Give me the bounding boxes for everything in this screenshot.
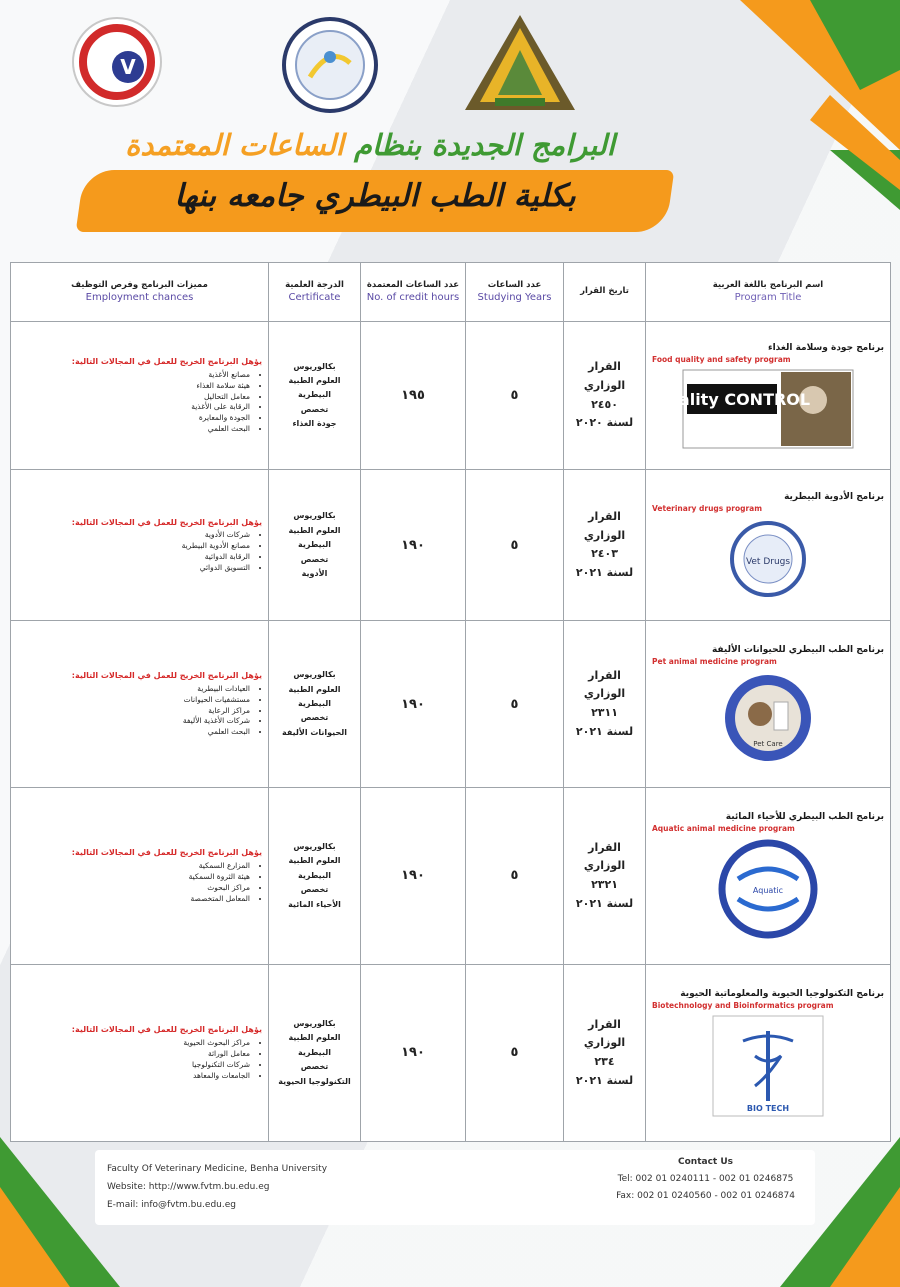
program-cell: برنامج جودة وسلامة الغذاء Food quality and safety program Quality CONTROL: [646, 322, 891, 470]
faculty-emblem-icon: [460, 10, 580, 115]
svg-text:V: V: [120, 55, 136, 79]
credits-cell: ١٩٥: [361, 322, 466, 470]
years-cell: ٥: [466, 964, 564, 1141]
certificate-cell: بكالوريوس العلوم الطبية البيطرية تخصص جودة الغذاء: [269, 322, 361, 470]
date-cell: القرار الوزاري ٢٤٠٣ لسنة ٢٠٢١: [564, 470, 646, 621]
jobs-cell: يؤهل البرنامج الخريج للعمل في المجالات التالية: • المزارع السمكية • هيئة الثروة السمكية • مراكز البحوث • المعامل المتخصصة: [11, 787, 269, 964]
header-logos: [60, 10, 620, 120]
table-row: [11, 470, 891, 621]
date-cell: القرار الوزاري ٢٣٢١ لسنة ٢٠٢١: [564, 787, 646, 964]
aquatic-animal-logo: [703, 839, 833, 939]
pet-animal-logo: [708, 672, 828, 764]
credits-cell: ١٩٠: [361, 787, 466, 964]
website-link[interactable]: Website: http://www.fvtm.bu.edu.eg: [107, 1182, 270, 1192]
header-date: تاريخ القرار: [564, 263, 646, 322]
years-cell: ٥: [466, 470, 564, 621]
vet-drugs-logo: [718, 519, 818, 599]
biotech-logo: [713, 1016, 823, 1116]
credits-cell: ١٩٠: [361, 470, 466, 621]
program-cell: برنامج الطب البيطري للحيوانات الأليفة Pet animal medicine program Pet Care: [646, 621, 891, 788]
jobs-cell: يؤهل البرنامج الخريج للعمل في المجالات التالية: • مراكز البحوث الحيوية • معامل الوراثة • شركات التكنولوجيا • الجامعات والمعاهد: [11, 964, 269, 1141]
program-cell: برنامج الأدوية البيطرية Veterinary drugs program Vet Drugs: [646, 470, 891, 621]
date-cell: القرار الوزاري ٢٤٥٠ لسنة ٢٠٢٠: [564, 322, 646, 470]
program-cell: برنامج التكنولوجيا الحيوية والمعلوماتية الحيوية Biotechnology and Bioinformatics program BIO TECH: [646, 964, 891, 1141]
date-cell: القرار الوزاري ٢٣٤ لسنة ٢٠٢١: [564, 964, 646, 1141]
table-row: [11, 621, 891, 788]
credits-cell: ١٩٠: [361, 621, 466, 788]
header-credit-hours: عدد الساعات المعتمدة No. of credit hours: [361, 263, 466, 322]
top-right-corner-decoration: [660, 0, 900, 210]
fax-number: Fax: 002 01 0240560 - 002 01 0246874: [616, 1191, 795, 1202]
header-program: اسم البرنامج باللغة العربية Program Title: [646, 263, 891, 322]
table-row: [11, 787, 891, 964]
table-row: [11, 964, 891, 1141]
svg-text:Vet Drugs: Vet Drugs: [745, 556, 791, 567]
page-title-line2: بكلية الطب البيطري جامعه بنها: [174, 178, 576, 214]
svg-text:Pet Care: Pet Care: [753, 739, 783, 748]
credits-cell: ١٩٠: [361, 964, 466, 1141]
contact-footer: [95, 1150, 815, 1225]
header-years: عدد الساعات Studying Years: [466, 263, 564, 322]
footer-left: [107, 1160, 327, 1214]
table-row: [11, 322, 891, 470]
university-logo-icon: [275, 15, 385, 115]
header-certificate: الدرجة العلمية Certificate: [269, 263, 361, 322]
footer-right: [616, 1154, 795, 1205]
page-title-line1: [60, 128, 680, 162]
jobs-cell: يؤهل البرنامج الخريج للعمل في المجالات التالية: • شركات الأدوية • مصانع الأدوية البيطرية • الرقابة الدوائية • التسويق الدوائي: [11, 470, 269, 621]
certificate-cell: بكالوريوس العلوم الطبية البيطرية تخصص التكنولوجيا الحيوية: [269, 964, 361, 1141]
title-part2: الساعات المعتمدة: [125, 128, 344, 162]
veterinary-logo-icon: [70, 15, 165, 110]
table-header-row: [11, 263, 891, 322]
date-cell: القرار الوزاري ٢٣١١ لسنة ٢٠٢١: [564, 621, 646, 788]
years-cell: ٥: [466, 322, 564, 470]
quality-label: Quality CONTROL: [653, 390, 811, 410]
certificate-cell: بكالوريوس العلوم الطبية البيطرية تخصص الأدوية: [269, 470, 361, 621]
years-cell: ٥: [466, 787, 564, 964]
programs-table: [10, 262, 890, 1142]
svg-text:BIO TECH: BIO TECH: [746, 1104, 790, 1114]
contact-title: Contact Us: [678, 1157, 734, 1167]
title-part1: البرامج الجديدة بنظام: [353, 128, 615, 162]
svg-text:Aquatic: Aquatic: [752, 886, 784, 896]
faculty-name: Faculty Of Veterinary Medicine, Benha University: [107, 1164, 328, 1174]
tel-number: Tel: 002 01 0240111 - 002 01 0246875: [617, 1174, 794, 1185]
program-cell: برنامج الطب البيطري للأحياء المائية Aquatic animal medicine program Aquatic: [646, 787, 891, 964]
years-cell: ٥: [466, 621, 564, 788]
header-jobs: مميزات البرنامج وفرص التوظيف Employment chances: [11, 263, 269, 322]
email-link[interactable]: E-mail: info@fvtm.bu.edu.eg: [107, 1200, 236, 1210]
jobs-cell: يؤهل البرنامج الخريج للعمل في المجالات التالية: • العيادات البيطرية • مستشفيات الحيوانات • مراكز الرعاية • شركات الأغذية الأليفة • البحث العلمي: [11, 621, 269, 788]
certificate-cell: بكالوريوس العلوم الطبية البيطرية تخصص الحيوانات الأليفة: [269, 621, 361, 788]
jobs-cell: يؤهل البرنامج الخريج للعمل في المجالات التالية: • مصانع الأغذية • هيئة سلامة الغذاء • معامل التحاليل • الرقابة على الأغذية • الجودة والمعايرة • البحث العلمي: [11, 322, 269, 470]
certificate-cell: بكالوريوس العلوم الطبية البيطرية تخصص الأحياء المائية: [269, 787, 361, 964]
